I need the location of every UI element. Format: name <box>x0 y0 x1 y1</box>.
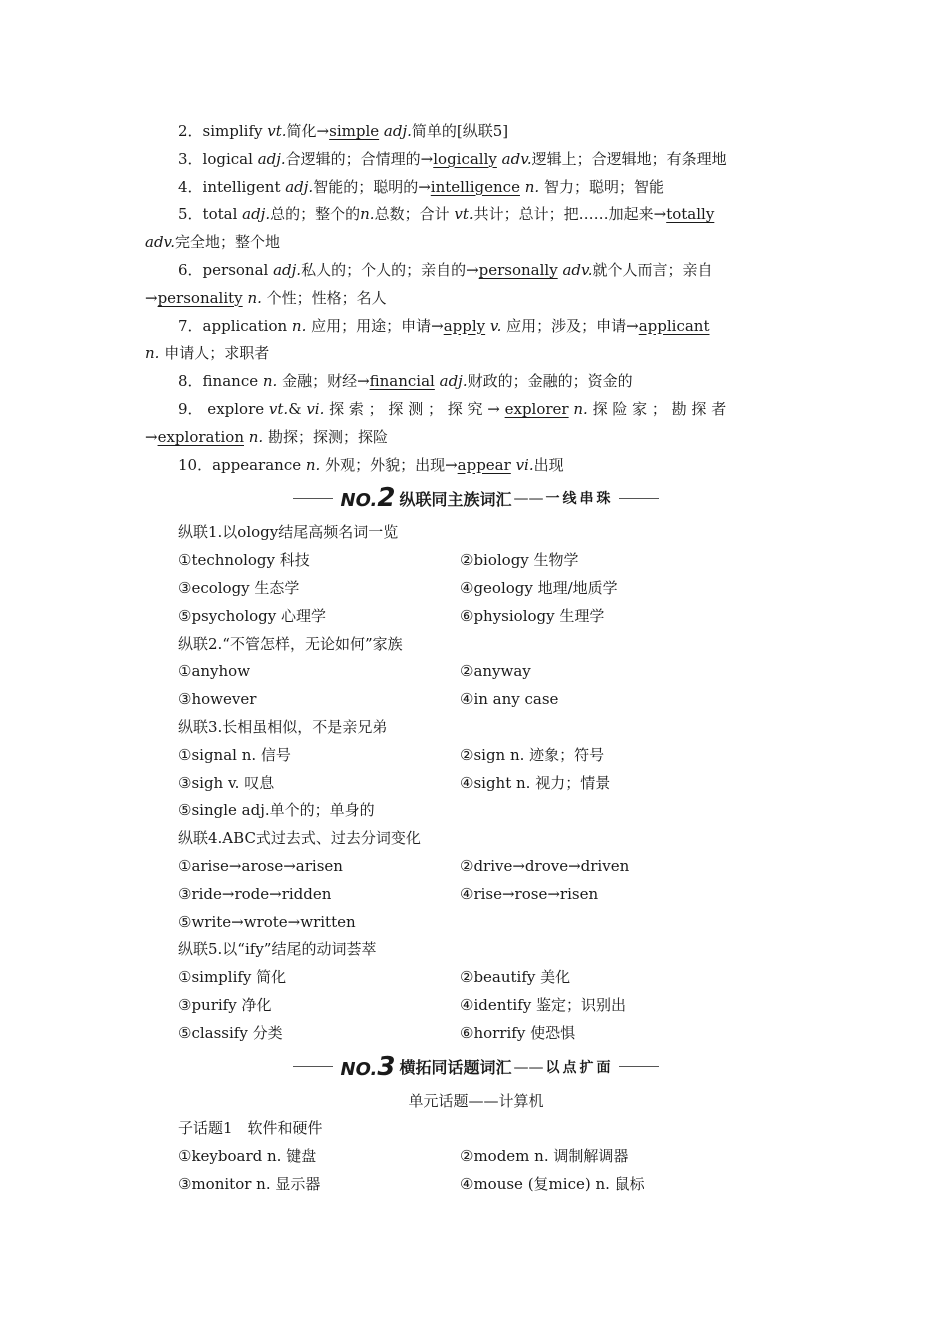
list-item: ②biology 生物学 <box>460 551 579 570</box>
section-3-subtitle: 以点扩面 <box>545 1059 614 1076</box>
word-entry-7-cont: n. 申请人；求职者 <box>145 344 270 363</box>
word-entry-6-cont: →personality n. 个性；性格；名人 <box>145 288 387 307</box>
word-entry-9-cont: →exploration n. 勘探；探测；探险 <box>145 427 388 446</box>
list-item: ①simplify 简化 <box>178 968 287 987</box>
subtopic-1-title: 子话题1 软件和硬件 <box>178 1119 323 1138</box>
list-item: ⑤single adj.单个的；单身的 <box>178 801 375 820</box>
answer-blank: exploration <box>157 427 244 446</box>
answer-blank: totally <box>666 205 715 224</box>
word-entry-4: 4．intelligent adj.智能的；聪明的→intelligence n. 智力；聪明；智能 <box>178 177 664 196</box>
list-item: ③purify 净化 <box>178 995 272 1014</box>
list-item: ⑤classify 分类 <box>178 1023 283 1042</box>
list-item: ③ride→rode→ridden <box>178 884 332 903</box>
list-item: ②modem n. 调制解调器 <box>460 1147 629 1166</box>
answer-blank: applicant <box>638 316 710 335</box>
section-3-title: 横拓同话题词汇 <box>399 1058 512 1077</box>
word-entry-3: 3．logical adj.合逻辑的；合情理的→logically adv.逻辑上；合逻辑地；有条理地 <box>178 149 727 168</box>
answer-blank: appear <box>457 455 511 474</box>
word-entry-6: 6．personal adj.私人的；个人的；亲自的→personally adv.就个人而言；亲自 <box>178 260 713 279</box>
group-3-title: 纵联3.长相虽相似，不是亲兄弟 <box>178 717 388 736</box>
section-2-badge: NO.2 <box>340 483 396 514</box>
section-2-title: 纵联同主族词汇 <box>399 489 512 509</box>
list-item: ③ecology 生态学 <box>178 578 300 597</box>
list-item: ④sight n. 视力；情景 <box>460 773 611 792</box>
word-entry-9: 9． explore vt.& vi. 探 索 ； 探 测 ； 探 究 → explorer n. 探 险 家 ； 勘 探 者 <box>178 399 727 418</box>
list-item: ③monitor n. 显示器 <box>178 1174 321 1193</box>
list-item: ⑥horrify 使恐惧 <box>460 1023 576 1042</box>
list-item: ②sign n. 迹象；符号 <box>460 745 605 764</box>
group-3-list <box>145 742 807 825</box>
unit-topic: 单元话题——计算机 <box>408 1091 544 1110</box>
group-2-list <box>145 658 807 714</box>
answer-blank: apply <box>443 316 486 335</box>
list-item: ④mouse (复mice) n. 鼠标 <box>460 1174 645 1193</box>
section-2-subtitle: 一线串珠 <box>545 491 614 508</box>
group-1-list <box>145 547 807 630</box>
list-item: ⑥physiology 生理学 <box>460 606 605 625</box>
header-rule-right <box>619 1066 659 1067</box>
group-2-title: 纵联2.“不管怎样，无论如何”家族 <box>178 634 403 653</box>
answer-blank: logically <box>433 149 497 168</box>
header-rule-right <box>619 498 659 499</box>
answer-blank: personality <box>157 288 243 307</box>
word-entry-8: 8．finance n. 金融；财经→financial adj.财政的；金融的；资金的 <box>178 372 633 391</box>
group-5-title: 纵联5.以“ify”结尾的动词荟萃 <box>178 940 377 959</box>
list-item: ③sigh v. 叹息 <box>178 773 275 792</box>
list-item: ②anyway <box>460 662 531 681</box>
answer-blank: explorer <box>504 399 569 418</box>
subtopic-1-list <box>145 1143 807 1199</box>
list-item: ①technology 科技 <box>178 551 310 570</box>
word-entry-10: 10．appearance n. 外观；外貌；出现→appear vi.出现 <box>178 455 564 474</box>
group-1-title: 纵联1.以ology结尾高频名词一览 <box>178 523 399 542</box>
word-entry-5-cont: adv.完全地；整个地 <box>145 233 281 252</box>
list-item: ②beautify 美化 <box>460 968 571 987</box>
header-rule-left <box>293 498 333 499</box>
list-item: ⑤write→wrote→written <box>178 912 356 931</box>
answer-blank: simple <box>329 122 380 140</box>
group-5-list <box>145 964 807 1047</box>
list-item: ④identify 鉴定；识别出 <box>460 995 627 1014</box>
word-entry-7: 7．application n. 应用；用途；申请→apply v. 应用；涉及；申请→applicant <box>178 316 710 335</box>
section-3-badge: NO.3 <box>340 1051 396 1082</box>
list-item: ④rise→rose→risen <box>460 884 599 903</box>
list-item: ①anyhow <box>178 662 251 681</box>
list-item: ④in any case <box>460 690 559 709</box>
answer-blank: personally <box>478 260 558 279</box>
list-item: ①keyboard n. 键盘 <box>178 1147 317 1166</box>
list-item: ①signal n. 信号 <box>178 745 291 764</box>
group-4-list <box>145 853 807 936</box>
word-entry-5: 5．total adj.总的；整个的n.总数；合计 vt.共计；总计；把……加起来→totally <box>178 205 715 224</box>
section-2-header: NO.2 纵联同主族词汇 —— 一线串珠 <box>145 481 807 515</box>
list-item: ④geology 地理/地质学 <box>460 578 618 597</box>
group-4-title: 纵联4.ABC式过去式、过去分词变化 <box>178 829 421 848</box>
header-rule-left <box>293 1066 333 1067</box>
list-item: ③however <box>178 690 257 709</box>
list-item: ⑤psychology 心理学 <box>178 606 326 625</box>
answer-blank: financial <box>369 372 435 391</box>
list-item: ②drive→drove→driven <box>460 856 630 875</box>
document-page <box>145 118 807 1199</box>
word-entry-2: 2．simplify vt.简化→simple adj.简单的[纵联5] <box>178 122 509 140</box>
list-item: ①arise→arose→arisen <box>178 856 343 875</box>
answer-blank: intelligence <box>430 177 520 196</box>
section-3-header: NO.3 横拓同话题词汇 —— 以点扩面 <box>145 1050 807 1084</box>
